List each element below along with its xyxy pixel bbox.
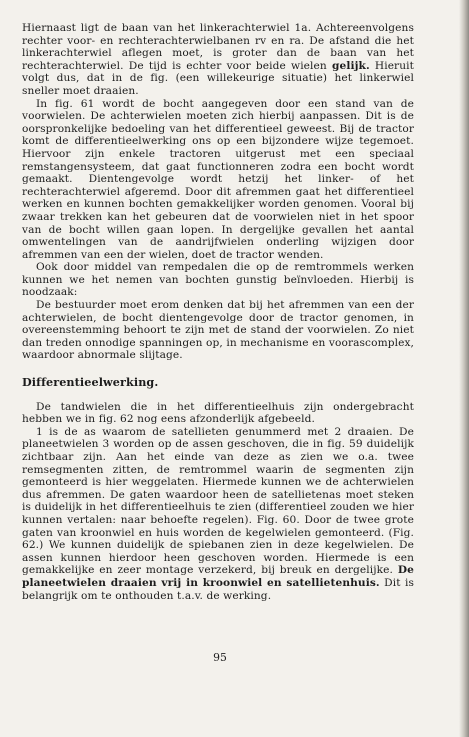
paragraph: [22, 426, 414, 602]
emphasis-text: De planeetwielen draaien vrij in kroonwiel en satellietenhuis.: [22, 564, 414, 589]
paragraph: Ook door middel van rempedalen die op de remtrommels werken kunnen we het nemen van bochten gunstig beïnvloeden. Hierbij is noodzaak:: [22, 261, 414, 299]
body-text: [22, 22, 414, 602]
page-edge-shadow: [459, 0, 469, 737]
paragraph-text: Dit is belangrijk om te onthouden t.a.v. de werking.: [22, 576, 414, 602]
paragraph-text: Hieruit volgt dus, dat in de fig. (een willekeurige situatie) het linkerwiel sneller moet draaien.: [22, 59, 414, 97]
paragraph: [22, 22, 414, 98]
section-heading: Differentieelwerking.: [22, 375, 159, 390]
paragraph-text: Hiernaast ligt de baan van het linkerachterwiel 1a. Achtereenvolgens rechter voor- en rechterachterwielbanen rv en ra. De afstand die het linkerachterwiel aflegen moet, is groter dan de baan van het rechterachterwiel. De tijd is echter voor beide wielen: [22, 22, 414, 72]
emphasis-text: gelijk.: [331, 59, 370, 72]
paragraph: In fig. 61 wordt de bocht aangegeven door een stand van de voorwielen. De achterwielen moeten zich hierbij aanpassen. Dit is de oorspronkelijke bedoeling van het differentieel geweest. Bij de tractor komt de differentieelwerking ons op een bijzondere wijze tegemoet. Hiervoor zijn enkele tractoren uitgerust met een speciaal remstangensysteem, dat gaat functionneren zodra een bocht wordt gemaakt. Dientengevolge wordt hetzij het linker- of het rechterachterwiel afgeremd. Door dit afremmen gaat het differentieel werken en kunnen bochten gemakkelijker worden genomen. Vooral bij zwaar trekken kan het gebeuren dat de voorwielen niet in het spoor van de bocht willen gaan lopen. In dergelijke gevallen het aantal omwentelingen van de aandrijfwielen onderling wijzigen door afremmen van een der wielen, doet de tractor wenden.: [22, 97, 414, 261]
paragraph: De tandwielen die in het differentieelhuis zijn ondergebracht hebben we in fig. 62 nog eens afzonderlijk afgebeeld.: [22, 400, 414, 426]
paragraph-text: 1 is de as waarom de satellieten genummerd met 2 draaien. De planeetwielen 3 worden op de assen geschoven, die in fig. 59 duidelijk zichtbaar zijn. Aan het einde van deze as zien we o.a. twee remsegmenten zitten, de remtrommel waarin de segmenten zijn gemonteerd is hier weggelaten. Hiermede kunnen we de achterwielen dus afremmen. De gaten waardoor heen de satellietenas moet steken is duidelijk in het differentieelhuis te zien (differentieel zouden we hier kunnen vertalen: naar behoefte regelen). Fig. 60. Door de twee grote gaten van kroonwiel en huis worden de kegelwielen gemonteerd. (Fig. 62.) We kunnen duidelijk de spiebanen zien in deze kegelwielen. De assen kunnen hierdoor heen geschoven worden. Hiermede is een gemakkelijke en zeer montage verzekerd, bij breuk en dergelijke.: [22, 425, 414, 577]
page-number: 95: [213, 651, 227, 664]
paragraph: De bestuurder moet erom denken dat bij het afremmen van een der achterwielen, de bocht dientengevolge door de tractor genomen, in overeenstemming behoort te zijn met de stand der voorwielen. Zo niet dan treden onnodige spanningen op, in mechanisme en voorascomplex, waardoor abnormale slijtage.: [22, 299, 414, 362]
